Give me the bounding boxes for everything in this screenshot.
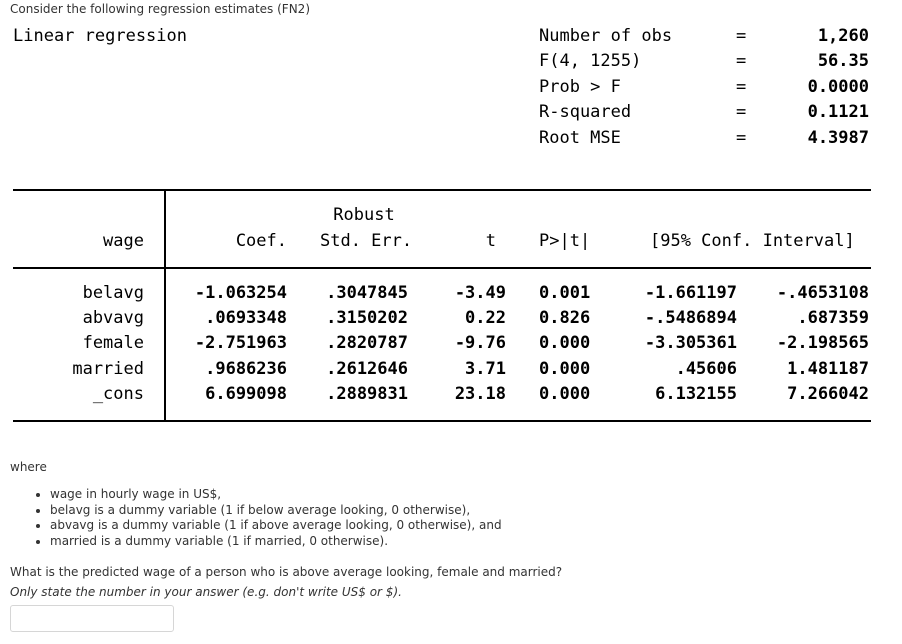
row-var: female: [82, 333, 144, 353]
row-var: belavg: [82, 283, 144, 303]
intro-text: Consider the following regression estimates (FN2): [10, 2, 310, 16]
row-ci-low: .45606: [675, 359, 737, 379]
row-t: -9.76: [454, 333, 506, 353]
header-dep-var: wage: [103, 231, 144, 251]
stat-equals: =: [736, 77, 747, 97]
list-item: • abvavg is a dummy variable (1 if above average looking, 0 otherwise), and: [50, 518, 502, 534]
stat-label: Root MSE: [539, 128, 621, 148]
stat-label: F(4, 1255): [539, 51, 642, 71]
row-se: .2820787: [326, 333, 408, 353]
row-t: 23.18: [454, 384, 506, 404]
header-t: t: [485, 231, 496, 251]
row-coef: -1.063254: [194, 283, 287, 303]
instruction-text: Only state the number in your answer (e.g. don't write US$ or $).: [10, 585, 402, 599]
stat-label: Number of obs: [539, 26, 673, 46]
list-item: • belavg is a dummy variable (1 if below average looking, 0 otherwise),: [50, 503, 502, 519]
table-header-rule: [13, 267, 871, 269]
row-t: 0.22: [465, 308, 506, 328]
row-var: _cons: [92, 384, 144, 404]
row-ci-low: -.5486894: [644, 308, 737, 328]
where-label: where: [10, 460, 47, 474]
row-t: -3.49: [454, 283, 506, 303]
model-title: Linear regression: [13, 26, 187, 46]
row-ci-high: 7.266042: [787, 384, 869, 404]
row-p: 0.000: [539, 359, 591, 379]
row-coef: .0693348: [205, 308, 287, 328]
row-var: abvavg: [82, 308, 144, 328]
row-ci-high: -.4653108: [776, 283, 869, 303]
list-item: • wage in hourly wage in US$,: [50, 487, 502, 503]
table-top-rule: [13, 189, 871, 191]
table-bottom-rule: [13, 420, 871, 422]
row-se: .2889831: [326, 384, 408, 404]
stat-value: 4.3987: [807, 128, 869, 148]
definitions-list: [30, 487, 502, 549]
row-se: .3150202: [326, 308, 408, 328]
header-p: P>|t|: [539, 231, 591, 251]
question-text: What is the predicted wage of a person who is above average looking, female and married?: [10, 565, 563, 579]
row-var: married: [72, 359, 144, 379]
row-coef: -2.751963: [194, 333, 287, 353]
row-coef: .9686236: [205, 359, 287, 379]
row-p: 0.000: [539, 333, 591, 353]
stat-equals: =: [736, 102, 747, 122]
header-robust: Robust: [333, 205, 395, 225]
row-coef: 6.699098: [205, 384, 287, 404]
header-coef: Coef.: [235, 231, 287, 251]
stat-value: 0.0000: [807, 77, 869, 97]
row-ci-low: -1.661197: [644, 283, 737, 303]
stat-equals: =: [736, 26, 747, 46]
stat-equals: =: [736, 51, 747, 71]
header-ci: [95% Conf. Interval]: [650, 231, 855, 251]
stat-equals: =: [736, 128, 747, 148]
row-se: .3047845: [326, 283, 408, 303]
row-t: 3.71: [465, 359, 506, 379]
row-p: 0.001: [539, 283, 591, 303]
stat-label: Prob > F: [539, 77, 621, 97]
stat-label: R-squared: [539, 102, 632, 122]
row-ci-low: 6.132155: [655, 384, 737, 404]
row-ci-high: 1.481187: [787, 359, 869, 379]
list-item: • married is a dummy variable (1 if married, 0 otherwise).: [50, 534, 502, 550]
table-divider: [164, 189, 166, 422]
row-se: .2612646: [326, 359, 408, 379]
row-ci-high: -2.198565: [776, 333, 869, 353]
row-p: 0.000: [539, 384, 591, 404]
header-std-err: Std. Err.: [320, 231, 413, 251]
stat-value: 0.1121: [807, 102, 869, 122]
row-ci-low: -3.305361: [644, 333, 737, 353]
stat-value: 1,260: [817, 26, 869, 46]
answer-input[interactable]: [10, 605, 174, 632]
row-ci-high: .687359: [797, 308, 869, 328]
row-p: 0.826: [539, 308, 591, 328]
stat-value: 56.35: [817, 51, 869, 71]
